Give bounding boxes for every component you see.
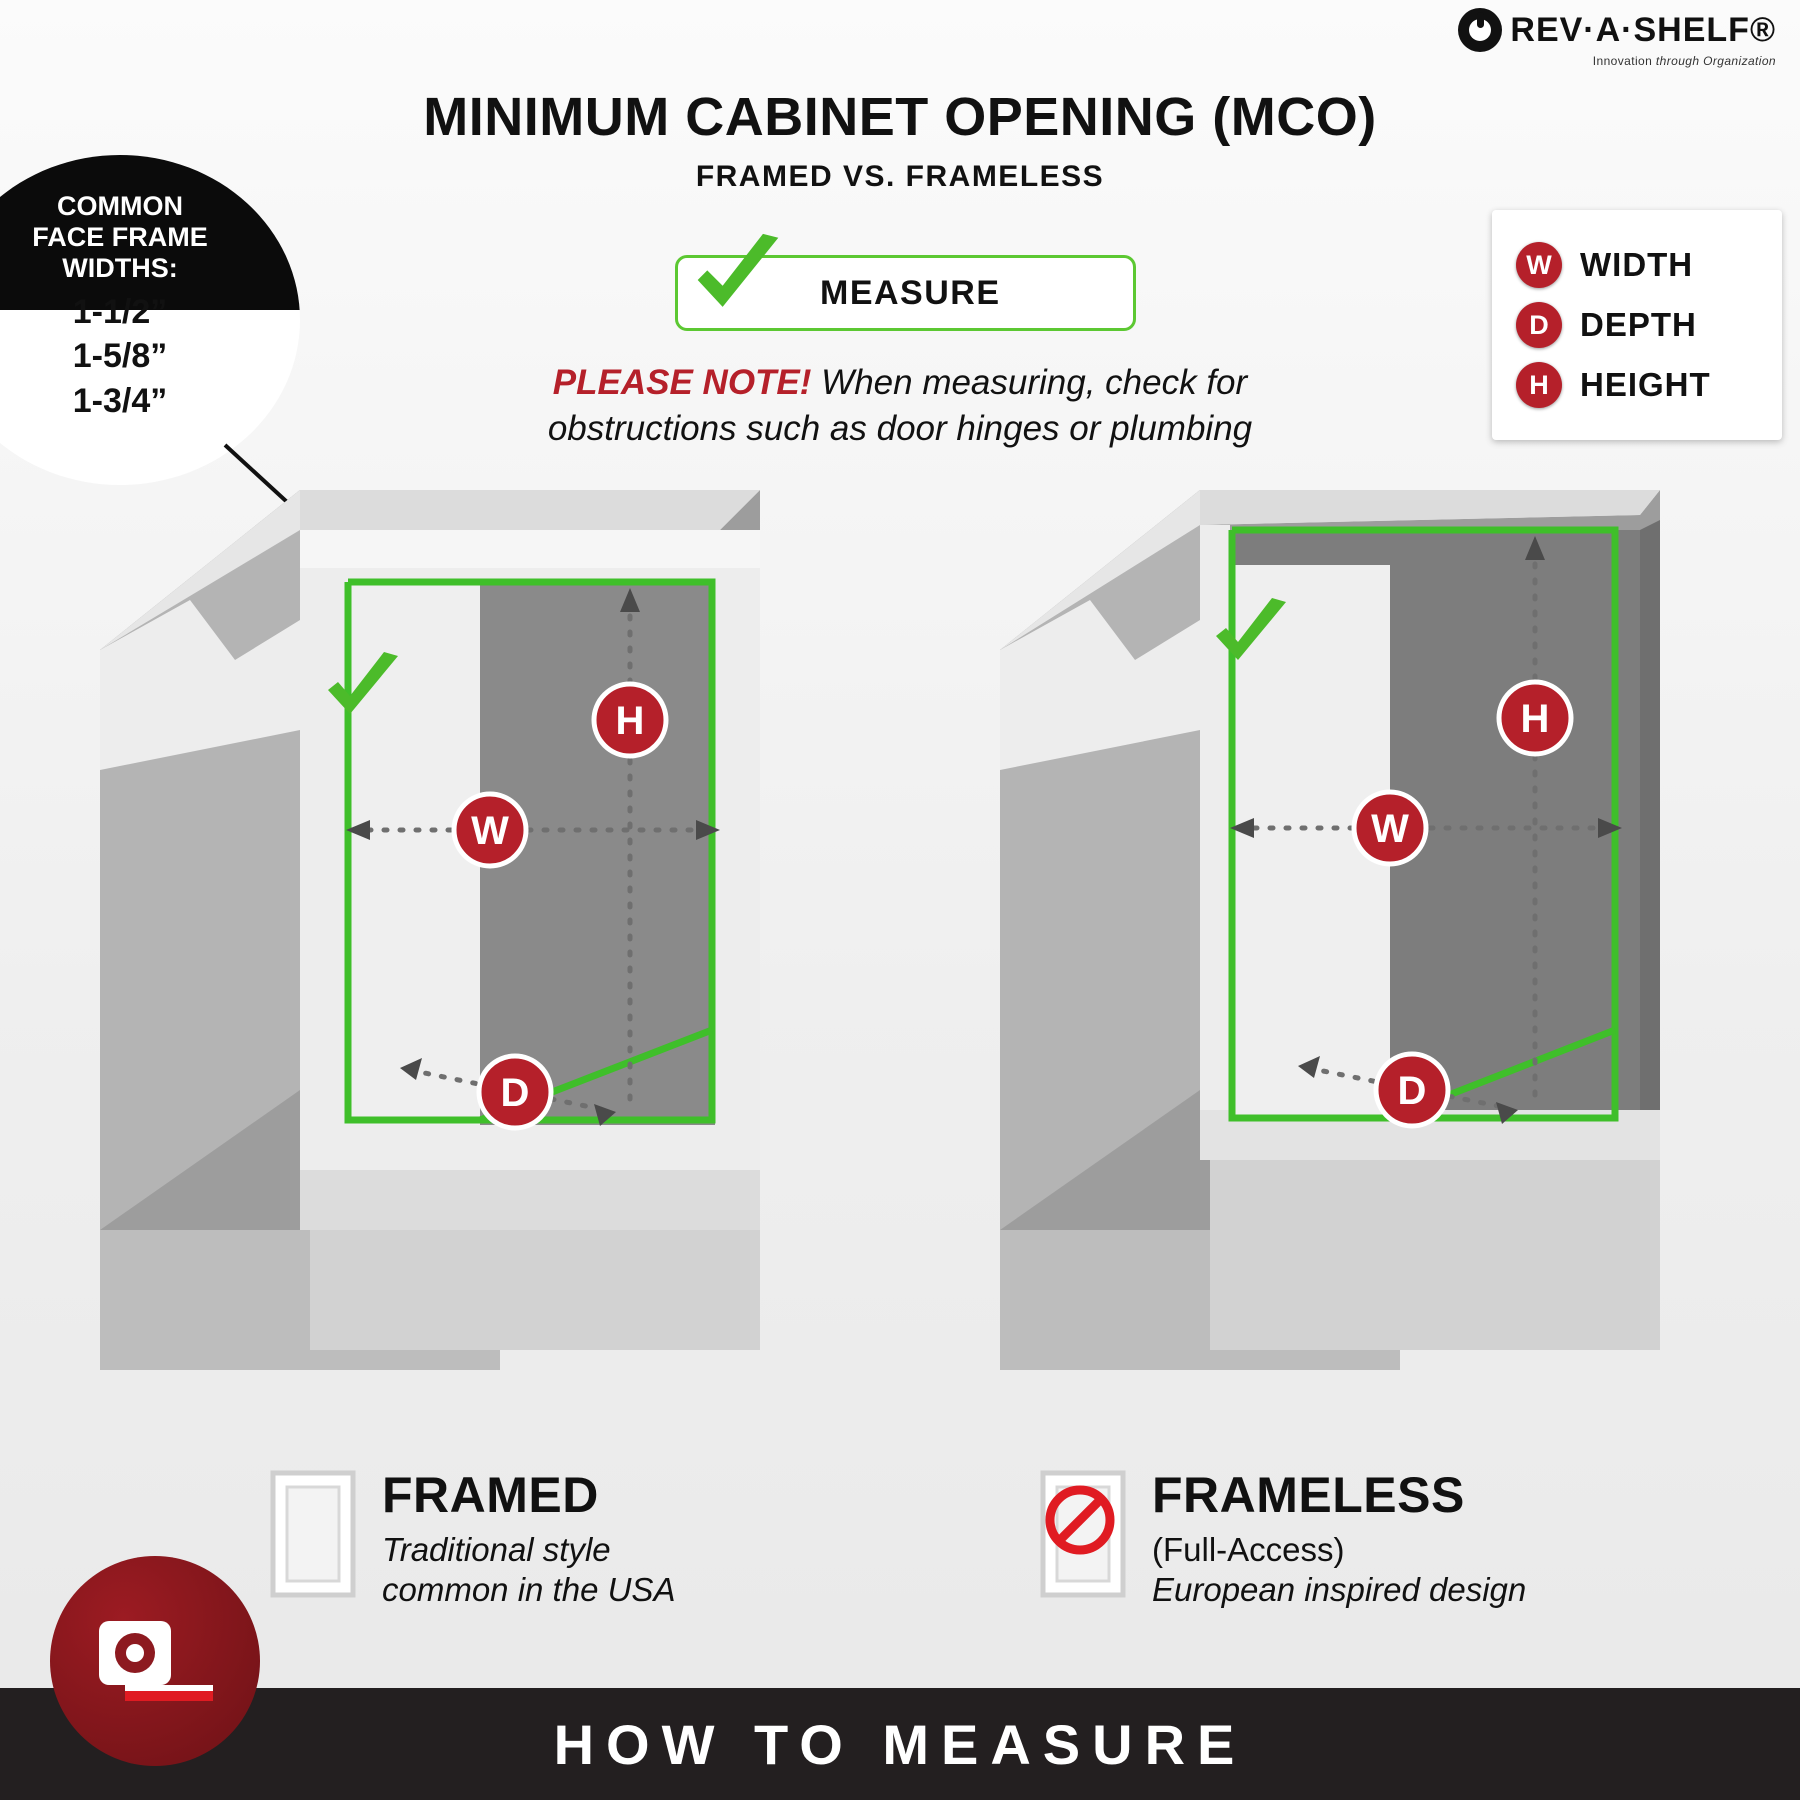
framed-subtitle xyxy=(382,1530,675,1611)
frameless-caption xyxy=(1040,1467,1527,1611)
measuring-note xyxy=(400,360,1400,452)
height-badge-icon: H xyxy=(1516,362,1562,408)
depth-badge-left xyxy=(479,1056,551,1128)
svg-text:H: H xyxy=(1520,697,1550,741)
depth-badge-icon: D xyxy=(1516,302,1562,348)
svg-text:D: D xyxy=(500,1071,530,1115)
framed-sub-line-1: Traditional style xyxy=(382,1531,611,1568)
footer-bar xyxy=(0,1688,1800,1800)
measure-label: MEASURE xyxy=(820,273,1001,312)
empty-frame-icon xyxy=(270,1470,356,1598)
face-frame-width-1: 1-1/2” xyxy=(72,293,168,332)
frameless-cabinet-diagram xyxy=(960,470,1760,1430)
footer-text: HOW TO MEASURE xyxy=(553,1712,1247,1776)
legend-item-width xyxy=(1516,242,1782,288)
frameless-title: FRAMELESS xyxy=(1152,1467,1465,1523)
bubble-heading xyxy=(32,191,208,284)
depth-badge-right xyxy=(1376,1054,1448,1126)
bubble-heading-line-3: WIDTHS: xyxy=(62,253,178,284)
legend-item-depth xyxy=(1516,302,1782,348)
frameless-sub-line-1: (Full-Access) xyxy=(1152,1531,1345,1568)
bubble-heading-line-1: COMMON xyxy=(57,191,183,221)
brand-tagline-1: Innovation xyxy=(1592,54,1656,68)
tape-measure-icon xyxy=(95,1615,215,1707)
common-face-frame-content xyxy=(0,155,300,485)
face-frame-width-3: 1-3/4” xyxy=(72,381,168,420)
legend-label-height: HEIGHT xyxy=(1580,366,1711,403)
note-line-1: When measuring, check for xyxy=(811,363,1248,402)
width-badge-right xyxy=(1354,792,1426,864)
bubble-widths xyxy=(73,290,168,423)
width-badge-left xyxy=(454,794,526,866)
brand-tagline xyxy=(1593,54,1776,68)
note-line-2: obstructions such as door hinges or plumbing xyxy=(547,409,1253,449)
frameless-subtitle xyxy=(1152,1530,1526,1611)
brand-name: REV·A·SHELF® xyxy=(1510,10,1776,49)
face-frame-width-2: 1-5/8” xyxy=(72,337,168,376)
width-badge-icon: W xyxy=(1516,242,1562,288)
frameless-sub-line-2: European inspired design xyxy=(1152,1571,1527,1609)
svg-text:W: W xyxy=(471,809,509,853)
page-subtitle: FRAMED VS. FRAMELESS xyxy=(695,160,1105,193)
svg-text:H: H xyxy=(615,699,645,743)
height-badge-left xyxy=(594,684,666,756)
green-check-icon xyxy=(690,232,786,328)
brand-tagline-2: through xyxy=(1655,54,1704,68)
svg-text:W: W xyxy=(1371,807,1409,851)
height-badge-right xyxy=(1499,682,1571,754)
brand-logo xyxy=(1458,8,1776,68)
framed-title: FRAMED xyxy=(382,1467,599,1523)
page-title: MINIMUM CABINET OPENING (MCO) xyxy=(423,87,1377,147)
framed-sub-line-2: common in the USA xyxy=(382,1571,676,1609)
tape-measure-badge xyxy=(50,1556,260,1766)
bubble-heading-line-2: FACE FRAME xyxy=(32,222,208,253)
framed-caption xyxy=(270,1467,676,1611)
legend-label-width: WIDTH xyxy=(1580,246,1694,283)
brand-tagline-3: Organization xyxy=(1703,54,1776,68)
svg-text:D: D xyxy=(1397,1069,1427,1113)
legend-panel xyxy=(1492,210,1782,440)
no-frame-prohibited-icon xyxy=(1040,1470,1126,1598)
note-emphasis: PLEASE NOTE! xyxy=(552,363,812,402)
legend-label-depth: DEPTH xyxy=(1580,306,1697,343)
framed-cabinet-diagram xyxy=(60,470,860,1430)
rev-a-shelf-logo-icon xyxy=(1458,8,1502,52)
legend-item-height xyxy=(1516,362,1782,408)
